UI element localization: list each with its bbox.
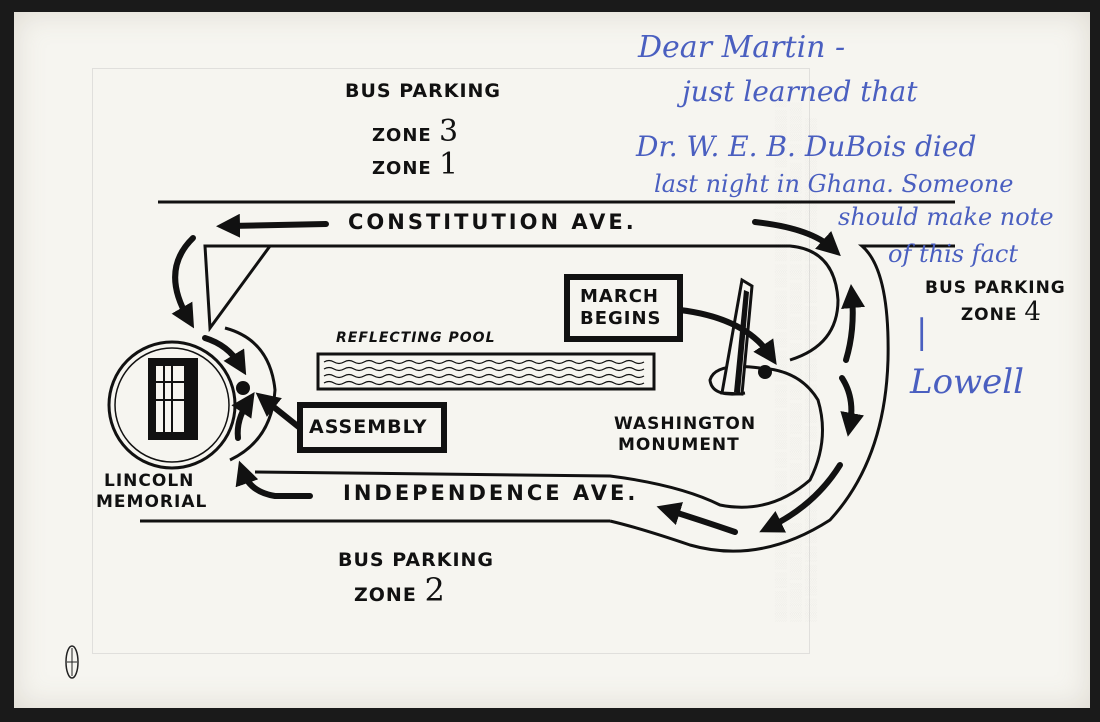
handwritten-line-6: of this fact <box>888 240 1018 268</box>
constitution-ave-label: CONSTITUTION AVE. <box>348 210 637 234</box>
arrow-nw-curve-down <box>175 238 193 318</box>
washington-monument-line2: MONUMENT <box>618 435 740 455</box>
handwritten-line-5: should make note <box>838 203 1054 231</box>
lincoln-memorial-building-icon <box>148 358 198 440</box>
handwritten-line-7: | <box>916 312 928 352</box>
zone-2-label: ZONE <box>354 584 417 606</box>
bus-parking-bottom-title: BUS PARKING <box>338 549 495 571</box>
arrow-up-to-assembly <box>238 402 248 438</box>
bleed-through-text: ░░░░ ░░ ░░░░░ ░░░ ░░░░ ░░ ░░░░░ ░░░ ░░░░ ░░ ░░░░░ ░░░ ░░░░ ░░ ░░░░░ ░░░ ░░░░ ░░ ░░░░░ ░░░ ░░░░ ░░ ░░░░░ ░░░ ░░░░ ░░ ░░░░░ ░░░ ░░░░ ░░ ░░░░░ ░░░ ░░░░ ░░ ░░░░░ ░░░ ░░░░ ░░ ░░░░░ ░░░ ░░░░ ░░ ░░░░░ ░░░ ░░░░ ░░ ░░░░░ ░░░ ░░░░ ░░ ░░░░░ ░░░ <box>775 92 817 622</box>
handwritten-line-3: Dr. W. E. B. DuBois died <box>636 130 977 163</box>
arrow-ne-curve <box>755 222 832 248</box>
march-begins-line1: MARCH <box>580 286 659 307</box>
bus-parking-right <box>925 276 1066 327</box>
lincoln-memorial-line2: MEMORIAL <box>96 492 208 512</box>
zone-4-label: ZONE <box>960 305 1018 325</box>
zone-1-label: ZONE <box>372 158 432 179</box>
arrow-east-down <box>842 378 851 425</box>
washington-monument-line1: WASHINGTON <box>614 414 757 434</box>
arrow-east-up <box>846 296 853 360</box>
arrow-se-curve <box>770 465 840 527</box>
assembly-label: ASSEMBLY <box>309 416 428 438</box>
march-begins-label <box>580 286 662 330</box>
handwritten-line-4: last night in Ghana. Someone <box>654 170 1014 198</box>
zone-3-number: 3 <box>439 114 460 149</box>
assembly-point-dot <box>236 381 250 395</box>
zone-4-number: 4 <box>1024 297 1042 327</box>
lincoln-memorial-line1: LINCOLN <box>104 471 195 491</box>
bus-parking-zone-1 <box>372 147 459 182</box>
handwritten-line-2: just learned that <box>682 75 918 108</box>
union-bug-icon <box>66 646 78 678</box>
arrow-independence-east <box>668 510 735 532</box>
handwritten-signature: Lowell <box>910 362 1025 402</box>
bus-parking-top-title: BUS PARKING <box>345 80 502 102</box>
arrow-independence-west <box>243 472 310 496</box>
arrow-march-to-monument <box>680 310 770 355</box>
handwritten-line-1: Dear Martin - <box>638 30 846 65</box>
west-wedge-road <box>205 246 270 328</box>
bus-parking-zone-3 <box>372 114 459 149</box>
washington-monument-dot <box>758 365 772 379</box>
march-begins-line2: BEGINS <box>580 308 662 329</box>
bus-parking-right-title: BUS PARKING <box>925 278 1066 298</box>
zone-3-label: ZONE <box>372 125 432 146</box>
zone-1-number: 1 <box>439 147 460 182</box>
arrow-constitution-west <box>228 224 326 226</box>
washington-monument-label <box>614 414 756 456</box>
lincoln-memorial-label <box>96 471 207 513</box>
zone-2-number: 2 <box>424 571 446 609</box>
bus-parking-bottom <box>338 545 494 610</box>
independence-ave-label: INDEPENDENCE AVE. <box>343 481 639 505</box>
reflecting-pool-label: REFLECTING POOL <box>336 330 496 346</box>
